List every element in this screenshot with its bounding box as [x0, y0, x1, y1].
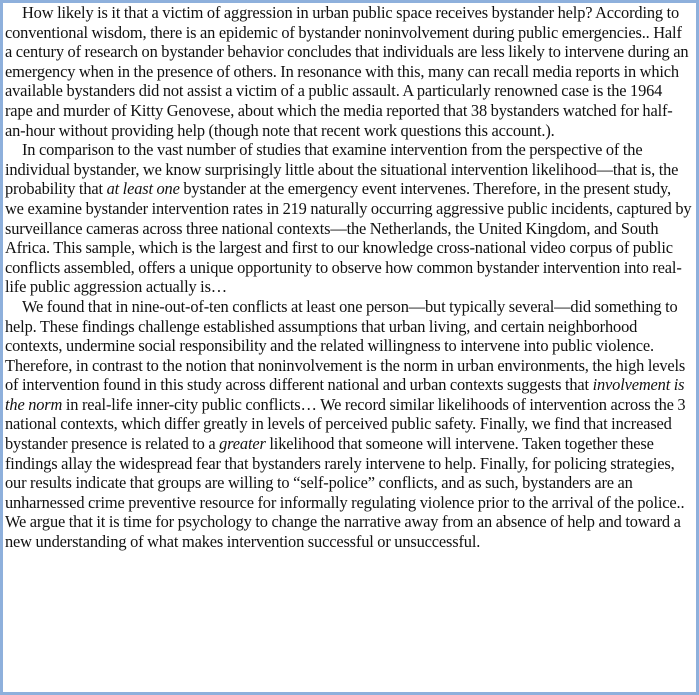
paragraph-3-text-b: in real-life inner-city public conflicts… We record similar likelihoods of intervention across the 3 national contexts, which differ greatly in levels of perceived public safety. Finally, we find that increased bystander presence is related to a [5, 394, 686, 454]
paragraph-2-emphasis: at least one [106, 179, 180, 199]
paragraph-2 [5, 140, 692, 297]
paragraph-3-text-a: We found that in nine-out-of-ten conflicts at least one person—but typically several—did something to help. These findings challenge established assumptions that urban living, and certain neighborhood contexts, undermine social responsibility and the related willingness to intervene into public violence. Therefore, in contrast to the notion that noninvolvement is the norm in urban environments, the high levels of intervention found in this study across different national and urban contexts suggests that [5, 296, 686, 395]
paragraph-2-text-b: bystander at the emergency event intervenes. Therefore, in the present study, we examine bystander intervention rates in 219 naturally occurring aggressive public incidents, captured by surveillance cameras across three national contexts—the Netherlands, the United Kingdom, and South Africa. This sample, which is the largest and first to our knowledge cross-national video corpus of public conflicts assembled, offers a unique opportunity to observe how common bystander intervention into real-life public aggression actually is… [5, 179, 692, 297]
paragraph-1 [5, 3, 692, 140]
paragraph-3-emphasis-1: involvement is the norm [5, 375, 685, 414]
paragraph-3 [5, 297, 692, 552]
paragraph-1-text: How likely is it that a victim of aggression in urban public space receives bystander help? According to conventional wisdom, there is an epidemic of bystander noninvolvement during public emergencies.. Half a century of research on bystander behavior concludes that individuals are less likely to intervene during an emergency when in the presence of others. In resonance with this, many can recall media reports in which available bystanders did not assist a victim of a public assault. A particularly renowned case is the 1964 rape and murder of Kitty Genovese, about which the media reported that 38 bystanders watched for half-an-hour without providing help (though note that recent work questions this account.). [5, 3, 689, 140]
paragraph-3-text-c: likelihood that someone will intervene. Taken together these findings allay the widespread fear that bystanders rarely intervene to help. Finally, for policing strategies, our results indicate that groups are willing to “self-police” conflicts, and as such, bystanders are an unharnessed crime preventive resource for informally regulating violence prior to the arrival of the police.. We argue that it is time for psychology to change the narrative away from an absence of help and toward a new understanding of what makes intervention successful or unsuccessful. [5, 434, 685, 552]
paragraph-2-text-a: In comparison to the vast number of studies that examine intervention from the perspective of the individual bystander, we know surprisingly little about the situational intervention likelihood—that is, the probability that [5, 140, 679, 199]
paragraph-3-emphasis-2: greater [219, 434, 266, 454]
document-body [5, 3, 692, 552]
